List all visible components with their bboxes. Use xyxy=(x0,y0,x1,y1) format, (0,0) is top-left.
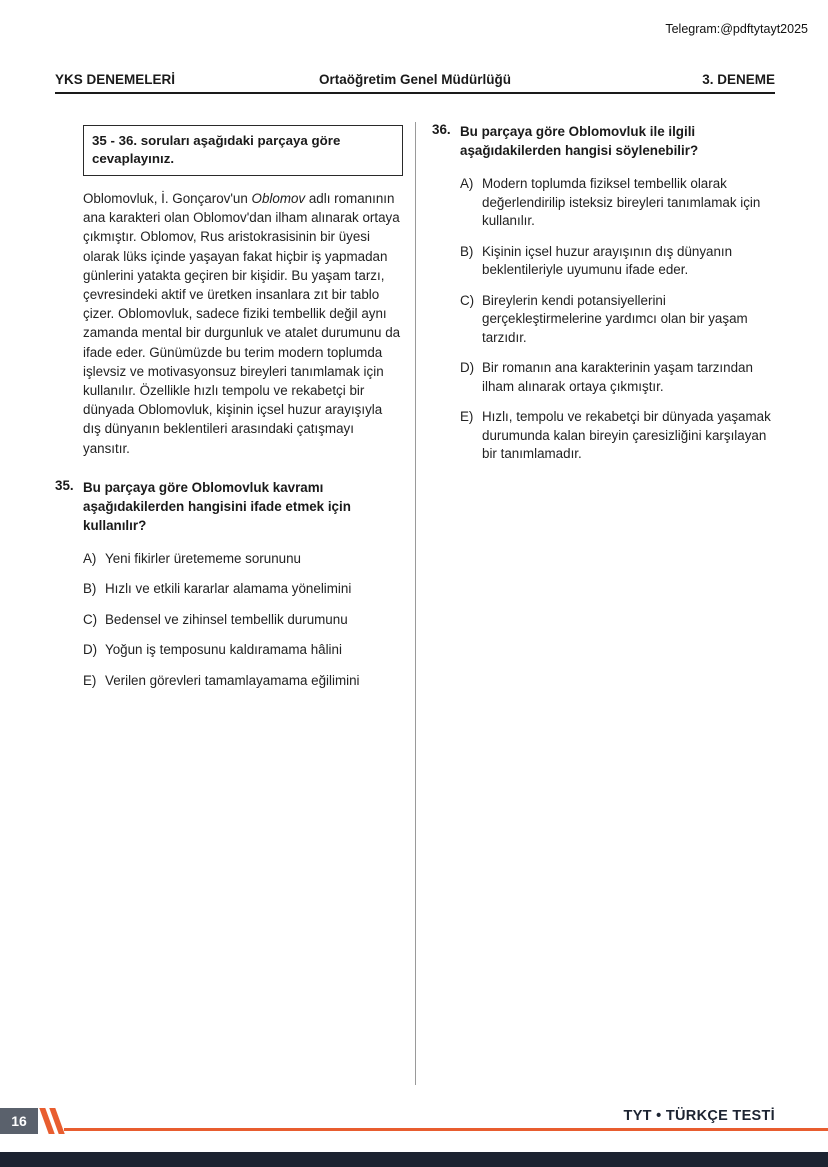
question-number: 35. xyxy=(55,477,74,493)
content-columns xyxy=(55,122,775,1090)
header-publisher: Ortaöğretim Genel Müdürlüğü xyxy=(318,72,512,87)
option-d xyxy=(460,359,775,396)
option-letter: E) xyxy=(460,409,474,424)
footer-bottom-bar xyxy=(0,1152,828,1167)
option-letter: C) xyxy=(83,611,98,627)
left-column xyxy=(55,122,403,1090)
option-letter: A) xyxy=(460,176,474,191)
page-number: 16 xyxy=(11,1113,27,1129)
option-text: Yoğun iş temposunu kaldıramama hâlini xyxy=(105,642,342,658)
option-text: Kişinin içsel huzur arayışının dış dünyanın beklentileriyle uyumunu ifade eder. xyxy=(482,243,733,277)
option-a xyxy=(460,175,775,231)
instruction-box xyxy=(83,125,403,176)
option-d xyxy=(83,641,403,660)
option-text: Modern toplumda fiziksel tembellik olarak değerlendirilip isteksiz bireyleri tanımlamak için kullanılır. xyxy=(482,176,761,228)
passage-part1: Oblomovluk, İ. Gonçarov'un xyxy=(83,191,252,206)
passage-part2: adlı romanının ana karakteri olan Oblomov'dan ilham alınarak ortaya çıkmıştır. Oblomov, Rus aristokrasisinin bir üyesi olarak lüks içinde yaşayan fakat hiçbir iş yapmadan günlerini yatakta geçiren bir kişidir. Bu yaşam tarzı, çevresindeki aktif ve üretken insanlara zıt bir tablo çizer. Oblomovluk, sadece fiziki tembellik değil aynı zamanda mental bir durgunluk ve atalet durumunu da ifade eder. Günümüzde bu terim modern toplumda işlevsiz ve motivasyonsuz bireyleri tanımlamak için kullanılır. Özellikle hızlı tempolu ve rekabetçi bir dünyada Oblomovluk, kişinin içsel huzur arayışıyla dış dünyanın beklentileri arasındaki çatışmayı yansıtır. xyxy=(83,191,401,456)
question-number: 36. xyxy=(432,122,451,137)
header-exam-series: YKS DENEMELERİ xyxy=(55,72,176,87)
header-exam-number: 3. DENEME xyxy=(702,72,775,87)
option-letter: A) xyxy=(83,550,97,566)
option-text: Bedensel ve zihinsel tembellik durumunu xyxy=(105,611,348,627)
instruction-text: 35 - 36. soruları aşağıdaki parçaya göre cevaplayınız. xyxy=(92,133,341,166)
option-text: Bireylerin kendi potansiyellerini gerçekleştirmelerine yardımcı olan bir yaşam tarzıdır. xyxy=(482,292,748,345)
option-letter: E) xyxy=(83,672,97,688)
right-column xyxy=(416,122,775,1090)
option-b xyxy=(83,580,403,599)
option-c xyxy=(83,611,403,630)
option-letter: B) xyxy=(460,243,474,259)
passage-italic-title: Oblomov xyxy=(251,191,306,206)
question-stem: Bu parçaya göre Oblomovluk ile ilgili aşağıdakilerden hangisi söylenebilir? xyxy=(460,124,699,158)
option-text: Hızlı, tempolu ve rekabetçi bir dünyada yaşamak durumunda kalan bireyin çaresizliğini karşılayan bir tanımlamadır. xyxy=(482,409,771,461)
reading-passage xyxy=(83,189,403,458)
option-letter: C) xyxy=(460,292,475,308)
telegram-watermark: Telegram:@pdftytayt2025 xyxy=(665,22,808,36)
option-letter: D) xyxy=(460,360,475,375)
footer-chevron-icon xyxy=(44,1108,64,1134)
footer-test-label: TYT • TÜRKÇE TESTİ xyxy=(623,1108,775,1124)
question-stem: Bu parçaya göre Oblomovluk kavramı aşağıdakilerden hangisini ifade etmek için kullanılır? xyxy=(83,479,351,533)
question-35 xyxy=(55,477,403,691)
option-text: Verilen görevleri tamamlayamama eğilimini xyxy=(105,672,360,688)
option-letter: D) xyxy=(83,642,98,658)
option-e xyxy=(460,408,775,464)
option-text: Bir romanın ana karakterinin yaşam tarzından ilham alınarak ortaya çıkmıştır. xyxy=(482,360,753,394)
option-letter: B) xyxy=(83,581,97,597)
option-a xyxy=(83,550,403,569)
footer-accent-line xyxy=(64,1128,828,1131)
option-text: Hızlı ve etkili kararlar alamama yönelimini xyxy=(105,581,352,597)
option-text: Yeni fikirler üretememe sorununu xyxy=(105,550,302,566)
page-header xyxy=(55,72,775,94)
option-e xyxy=(83,672,403,691)
option-b xyxy=(460,243,775,280)
option-c xyxy=(460,292,775,348)
page-number-box xyxy=(0,1108,38,1134)
question-36 xyxy=(432,122,775,464)
